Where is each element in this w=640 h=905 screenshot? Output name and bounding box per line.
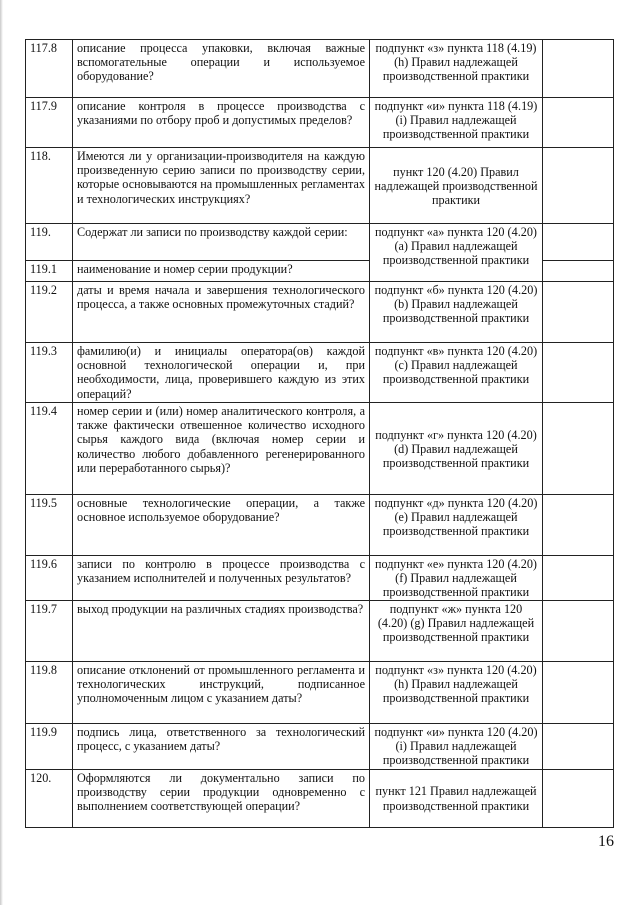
table-row: [26, 556, 614, 601]
answer-cell[interactable]: [543, 224, 614, 261]
answer-cell[interactable]: [543, 723, 614, 769]
item-reference: пункт 121 Правил надлежащей производственной практики: [370, 769, 543, 827]
item-reference: подпункт «ж» пункта 120 (4.20) (g) Правил надлежащей производственной практики: [370, 600, 543, 661]
item-number: 119.8: [26, 661, 73, 723]
answer-cell[interactable]: [543, 261, 614, 282]
item-number: 119.3: [26, 343, 73, 403]
table-row: [26, 723, 614, 769]
item-question: наименование и номер серии продукции?: [73, 261, 370, 282]
item-number: 119.1: [26, 261, 73, 282]
item-question: даты и время начала и завершения технологического процесса, а также основных промежуточных стадий?: [73, 282, 370, 343]
answer-cell[interactable]: [543, 661, 614, 723]
answer-cell[interactable]: [543, 98, 614, 148]
item-number: 120.: [26, 769, 73, 827]
answer-cell[interactable]: [543, 403, 614, 495]
item-number: 119.6: [26, 556, 73, 601]
item-question: описание отклонений от промышленного регламента и технологических инструкций, подписанное уполномоченным лицом с указанием даты?: [73, 661, 370, 723]
item-question: описание процесса упаковки, включая важные вспомогательные операции и используемое оборудование?: [73, 40, 370, 98]
item-reference: подпункт «в» пункта 120 (4.20) (с) Правил надлежащей производственной практики: [370, 343, 543, 403]
answer-cell[interactable]: [543, 556, 614, 601]
item-reference: пункт 120 (4.20) Правил надлежащей производственной практики: [370, 148, 543, 224]
answer-cell[interactable]: [543, 769, 614, 827]
item-question: фамилию(и) и инициалы оператора(ов) каждой основной технологической операции и, при необходимости, лица, проверившего каждую из этих операций?: [73, 343, 370, 403]
item-reference: подпункт «з» пункта 120 (4.20) (h) Правил надлежащей производственной практики: [370, 661, 543, 723]
answer-cell[interactable]: [543, 495, 614, 556]
item-reference: подпункт «е» пункта 120 (4.20) (f) Правил надлежащей производственной практики: [370, 556, 543, 601]
answer-cell[interactable]: [543, 600, 614, 661]
page-number: 16: [598, 833, 614, 850]
item-reference: подпункт «а» пункта 120 (4.20) (а) Правил надлежащей производственной практики: [370, 224, 543, 282]
item-question: Имеются ли у организации-производителя на каждую произведенную серию записи по производству серии, которые основываются на промышленных регламентах и технологических инструкциях?: [73, 148, 370, 224]
item-question: Оформляются ли документально записи по производству серии продукции одновременно с выполнением соответствующей операции?: [73, 769, 370, 827]
item-number: 119.: [26, 224, 73, 261]
item-number: 119.2: [26, 282, 73, 343]
table-row: [26, 661, 614, 723]
item-reference: подпункт «з» пункта 118 (4.19) (h) Правил надлежащей производственной практики: [370, 40, 543, 98]
item-reference: подпункт «г» пункта 120 (4.20) (d) Правил надлежащей производственной практики: [370, 403, 543, 495]
table-row: [26, 769, 614, 827]
checklist-table: [25, 39, 614, 828]
table-row: [26, 343, 614, 403]
answer-cell[interactable]: [543, 148, 614, 224]
item-number: 119.7: [26, 600, 73, 661]
answer-cell[interactable]: [543, 343, 614, 403]
table-row: [26, 224, 614, 261]
item-reference: подпункт «и» пункта 120 (4.20) (i) Правил надлежащей производственной практики: [370, 723, 543, 769]
item-number: 117.8: [26, 40, 73, 98]
item-question: выход продукции на различных стадиях производства?: [73, 600, 370, 661]
item-reference: подпункт «и» пункта 118 (4.19) (i) Правил надлежащей производственной практики: [370, 98, 543, 148]
item-reference: подпункт «д» пункта 120 (4.20) (е) Правил надлежащей производственной практики: [370, 495, 543, 556]
item-number: 119.4: [26, 403, 73, 495]
item-reference: подпункт «б» пункта 120 (4.20) (b) Правил надлежащей производственной практики: [370, 282, 543, 343]
table-row: [26, 495, 614, 556]
item-question: подпись лица, ответственного за технологический процесс, с указанием даты?: [73, 723, 370, 769]
item-number: 117.9: [26, 98, 73, 148]
item-question: записи по контролю в процессе производства с указанием исполнителей и полученных результатов?: [73, 556, 370, 601]
item-question: описание контроля в процессе производства с указаниями по отбору проб и допустимых пределов?: [73, 98, 370, 148]
table-row: [26, 282, 614, 343]
item-number: 118.: [26, 148, 73, 224]
table-row: [26, 600, 614, 661]
table-row: [26, 98, 614, 148]
item-question: Содержат ли записи по производству каждой серии:: [73, 224, 370, 261]
table-row: [26, 40, 614, 98]
scan-edge: [0, 0, 3, 905]
table-row: [26, 148, 614, 224]
table-row: [26, 403, 614, 495]
item-question: основные технологические операции, а также основное используемое оборудование?: [73, 495, 370, 556]
item-question: номер серии и (или) номер аналитического контроля, а также фактически отвешенное количество исходного сырья каждого вида (включая номер серии и количество любого добавленного регенерированного или переработанного сырья)?: [73, 403, 370, 495]
answer-cell[interactable]: [543, 40, 614, 98]
item-number: 119.5: [26, 495, 73, 556]
item-number: 119.9: [26, 723, 73, 769]
answer-cell[interactable]: [543, 282, 614, 343]
